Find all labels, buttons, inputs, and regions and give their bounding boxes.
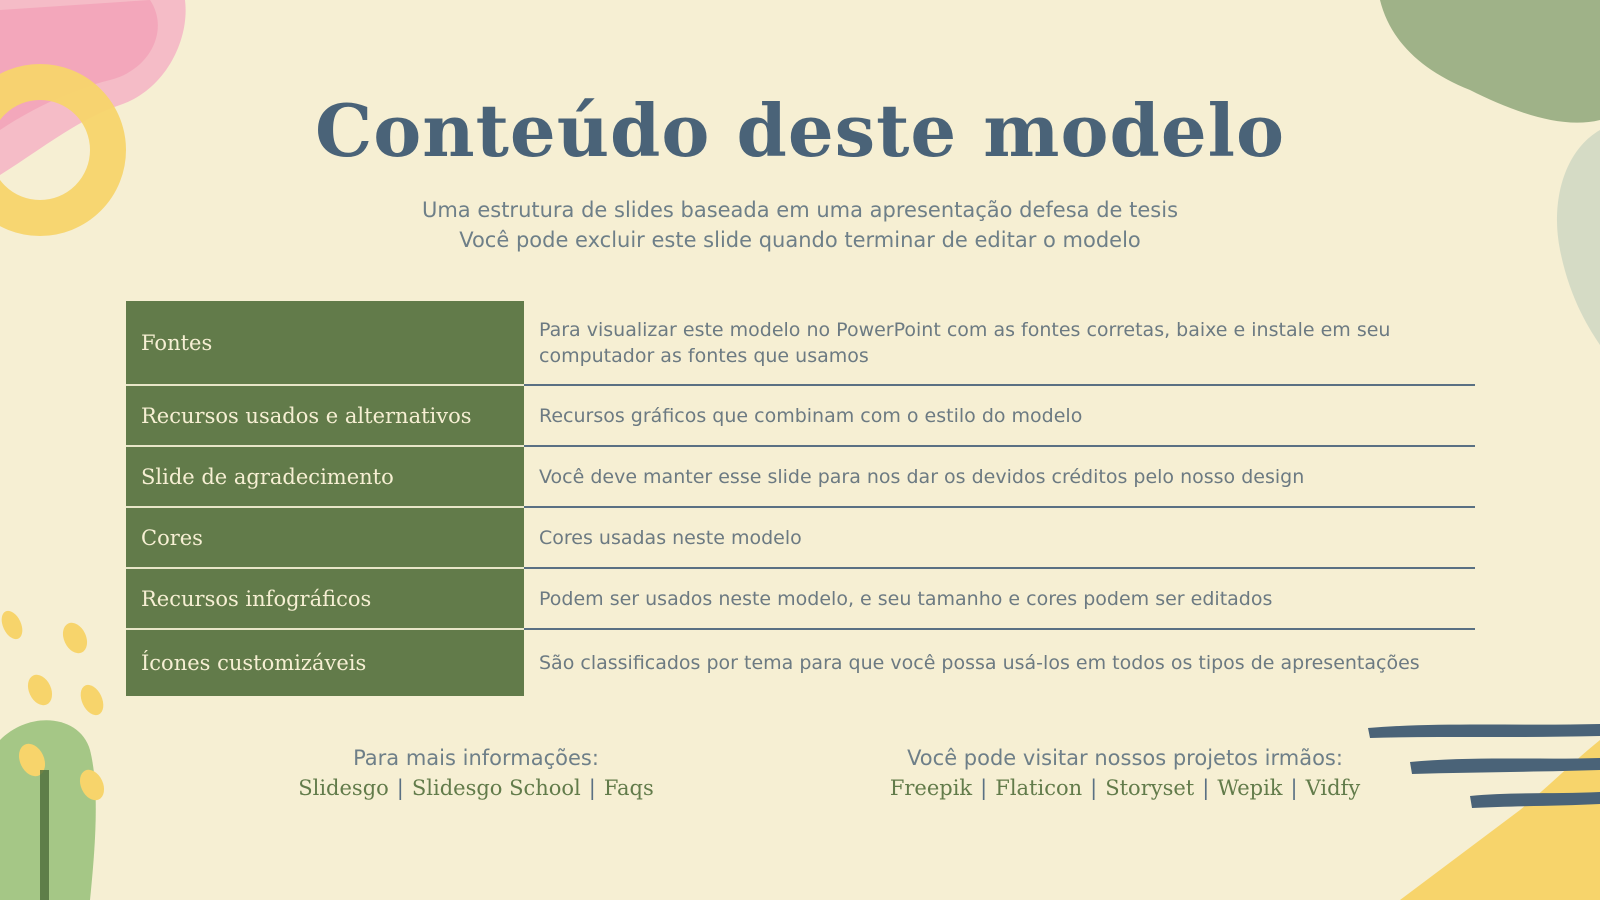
link-wepik[interactable]: Wepik [1217,776,1283,800]
row-label: Ícones customizáveis [126,630,524,696]
table-row [126,386,1475,447]
subtitle-line-2: Você pode excluir este slide quando terminar de editar o modelo [459,228,1141,252]
table-row [126,569,1475,630]
link-slidesgo[interactable]: Slidesgo [298,776,389,800]
subtitle [0,195,1600,255]
row-description: Recursos gráficos que combinam com o estilo do modelo [524,386,1475,447]
subtitle-line-1: Uma estrutura de slides baseada em uma apresentação defesa de tesis [421,198,1179,222]
row-label: Recursos infográficos [126,569,524,630]
row-label: Slide de agradecimento [126,447,524,508]
link-separator: | [1290,776,1298,800]
link-faqs[interactable]: Faqs [603,776,654,800]
row-label: Recursos usados e alternativos [126,386,524,447]
link-freepik[interactable]: Freepik [889,776,973,800]
table-row [126,630,1475,696]
footer-info [256,743,696,803]
link-separator: | [1090,776,1098,800]
row-description: Podem ser usados neste modelo, e seu tamanho e cores podem ser editados [524,569,1475,630]
footer-sister-projects [840,743,1410,803]
link-separator: | [396,776,404,800]
row-label: Cores [126,508,524,569]
footer-info-links [256,773,696,803]
link-separator: | [1202,776,1210,800]
row-label: Fontes [126,301,524,386]
footer-info-label: Para mais informações: [353,746,599,770]
link-slidesgo-school[interactable]: Slidesgo School [411,776,581,800]
row-description: Você deve manter esse slide para nos dar os devidos créditos pelo nosso design [524,447,1475,508]
bottom-left-decoration [0,600,140,900]
row-description: Cores usadas neste modelo [524,508,1475,569]
link-vidfy[interactable]: Vidfy [1305,776,1361,800]
table-row [126,301,1475,386]
link-flaticon[interactable]: Flaticon [995,776,1083,800]
content-table [126,301,1475,696]
table-row [126,447,1475,508]
row-description: São classificados por tema para que você possa usá-los em todos os tipos de apresentações [539,652,1420,674]
link-storyset[interactable]: Storyset [1105,776,1195,800]
footer-sister-links [840,773,1410,803]
link-separator: | [980,776,988,800]
row-description: Para visualizar este modelo no PowerPoint com as fontes corretas, baixe e instale em seu computador as fontes que usamos [524,301,1475,386]
page-title: Conteúdo deste modelo [314,88,1286,173]
footer-sister-label: Você pode visitar nossos projetos irmãos: [907,746,1343,770]
table-row [126,508,1475,569]
link-separator: | [588,776,596,800]
